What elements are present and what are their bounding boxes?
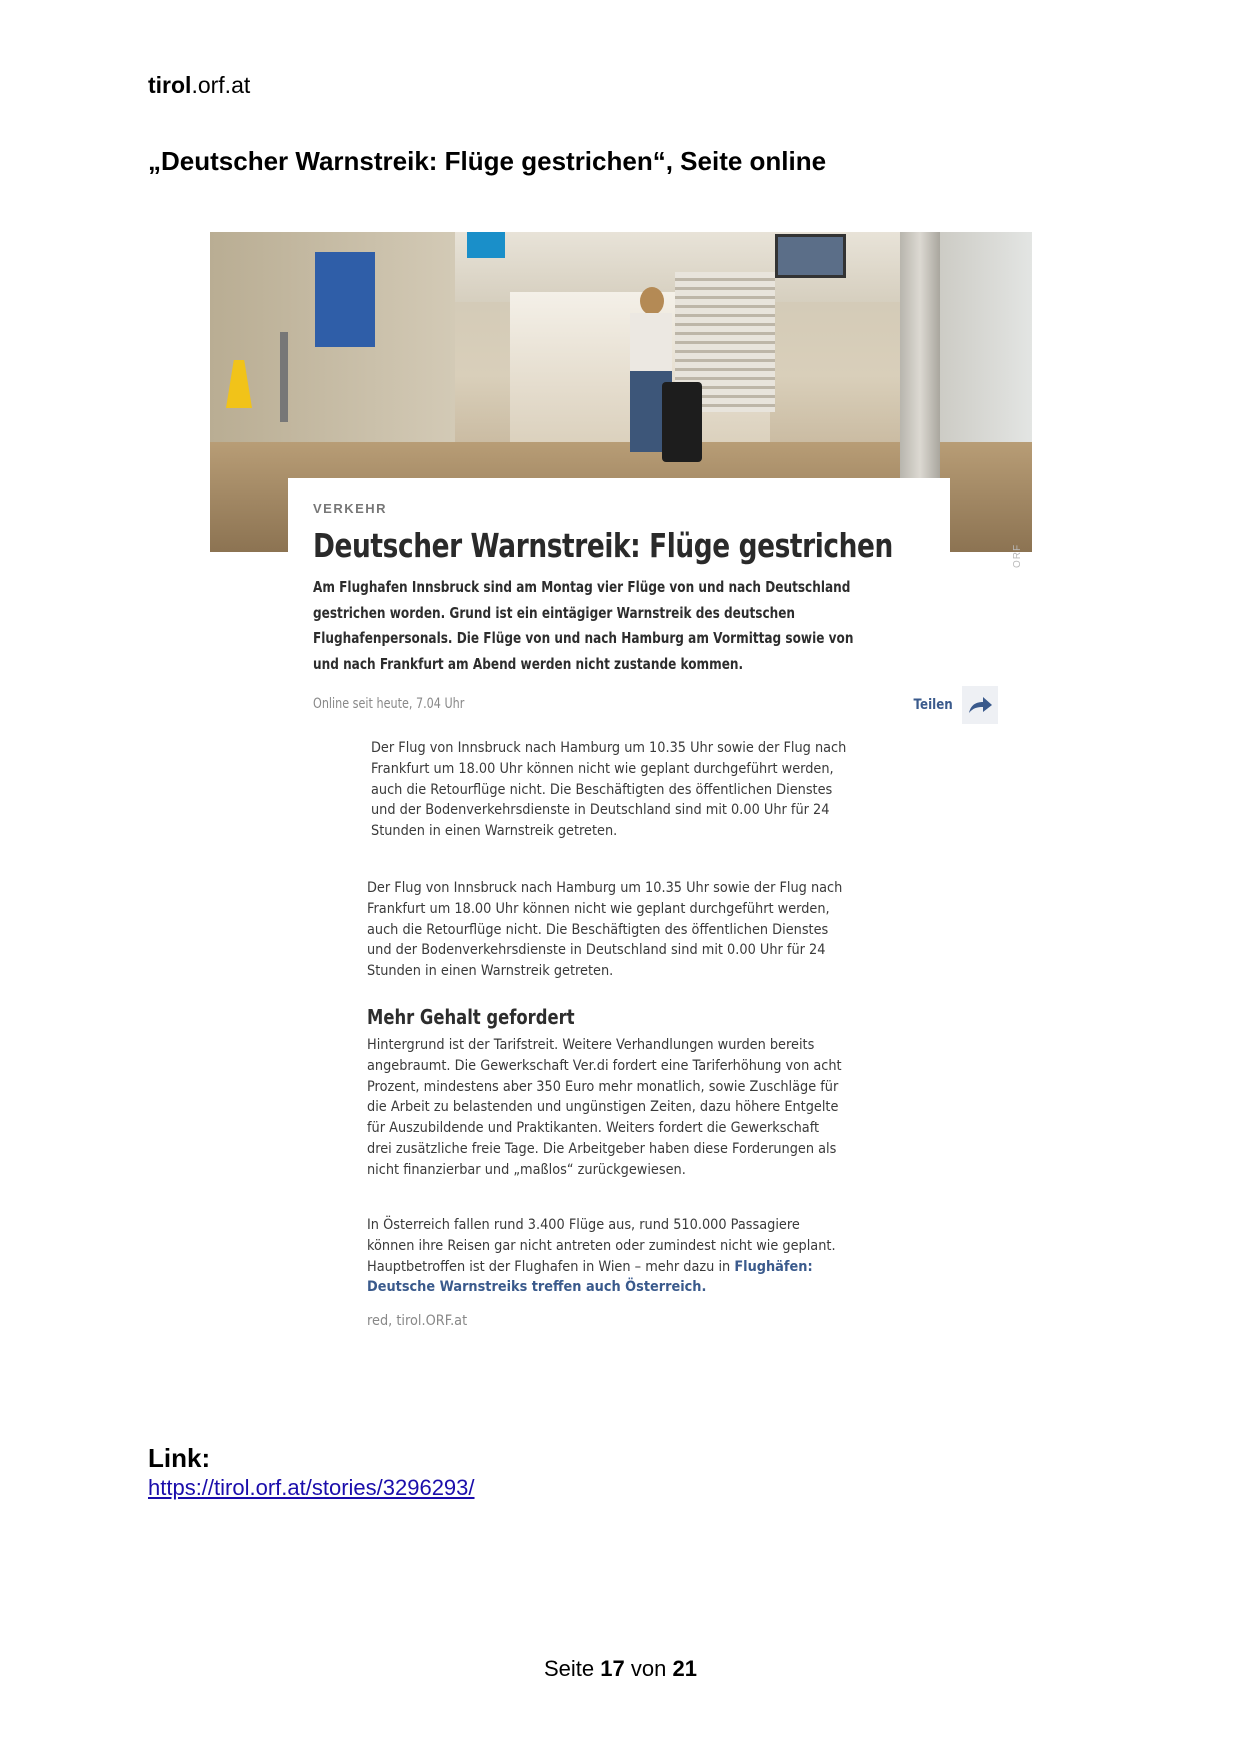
page-prefix: Seite <box>544 1656 595 1681</box>
page-number <box>0 1656 1241 1682</box>
document-title: „Deutscher Warnstreik: Flüge gestrichen“, Seite online <box>148 146 827 176</box>
article-lead: Am Flughafen Innsbruck sind am Montag vier Flüge von und nach Deutschland gestrichen worden. Grund ist ein eintägiger Warnstreik des deutschen Flughafenpersonals. Die Flüge von und nach Hamburg am Vormittag sowie von und nach Frankfurt am Abend werden nicht zustande kommen. <box>313 578 854 673</box>
info-board-icon <box>315 252 375 347</box>
article-paragraph: Der Flug von Innsbruck nach Hamburg um 10.35 Uhr sowie der Flug nach Frankfurt um 18.00 Uhr können nicht wie geplant durchgeführt werden, auch die Retourflüge nicht. Die Beschäftigten des öffentlichen Dienstes und der Bodenverkehrsdienste in Deutschland sind mit 0.00 Uhr für 24 Stunden in einen Warnstreik getreten. <box>371 740 847 840</box>
article-headline: Deutscher Warnstreik: Flüge gestrichen <box>313 526 893 565</box>
share-label: Teilen <box>913 697 953 713</box>
article-paragraph: Hintergrund ist der Tarifstreit. Weitere Verhandlungen wurden bereits angebraumt. Die Gewerkschaft Ver.di fordert eine Tariferhöhung von acht Prozent, mindestens aber 350 Euro mehr monatlich, sowie Zuschläge für die Arbeit zu belastenden und ungünstigen Zeiten, dazu höhere Entgelte für Auszubildende und Praktikanten. Weiters fordert die Gewerkschaft drei zusätzliche freie Tage. Die Arbeitgeber haben diese Forderungen als nicht finanzierbar und „maßlos“ zurückgewiesen. <box>367 1037 842 1178</box>
article-paragraph: Der Flug von Innsbruck nach Hamburg um 10.35 Uhr sowie der Flug nach Frankfurt um 18.00 Uhr können nicht wie geplant durchgeführt werden, auch die Retourflüge nicht. Die Beschäftigten des öffentlichen Dienstes und der Bodenverkehrsdienste in Deutschland sind mit 0.00 Uhr für 24 Stunden in einen Warnstreik getreten. <box>367 880 843 980</box>
source-site <box>148 72 250 99</box>
departure-screen-icon <box>775 234 846 278</box>
share-arrow-icon <box>962 686 998 724</box>
current-page: 17 <box>600 1656 625 1681</box>
article-byline: red, tirol.ORF.at <box>367 1313 468 1329</box>
source-site-rest: .orf.at <box>191 72 251 98</box>
article-subheading: Mehr Gehalt gefordert <box>367 1005 575 1029</box>
article-category[interactable]: VERKEHR <box>313 501 388 516</box>
source-url-link[interactable]: https://tirol.orf.at/stories/3296293/ <box>148 1475 475 1500</box>
paragraph-text: In Österreich fallen rund 3.400 Flüge aus, rund 510.000 Passagiere können ihre Reisen gar nicht antreten oder zumindest nicht wie geplant. Hauptbetroffen ist der Flughafen in Wien – mehr dazu in <box>367 1217 836 1275</box>
photo-credit: ORF <box>1012 543 1023 568</box>
total-pages: 21 <box>672 1656 697 1681</box>
page-middle: von <box>630 1656 667 1681</box>
share-button[interactable] <box>910 686 998 724</box>
source-site-bold: tirol <box>148 72 192 98</box>
related-article-link[interactable]: Flughäfen: Deutsche Warnstreiks treffen auch Österreich. <box>367 1258 813 1296</box>
suitcase-icon <box>662 382 702 462</box>
link-label: Link: <box>148 1443 211 1473</box>
article-timestamp: Online seit heute, 7.04 Uhr <box>313 696 465 712</box>
article-paragraph <box>367 1215 848 1298</box>
restroom-sign-icon <box>467 232 505 258</box>
